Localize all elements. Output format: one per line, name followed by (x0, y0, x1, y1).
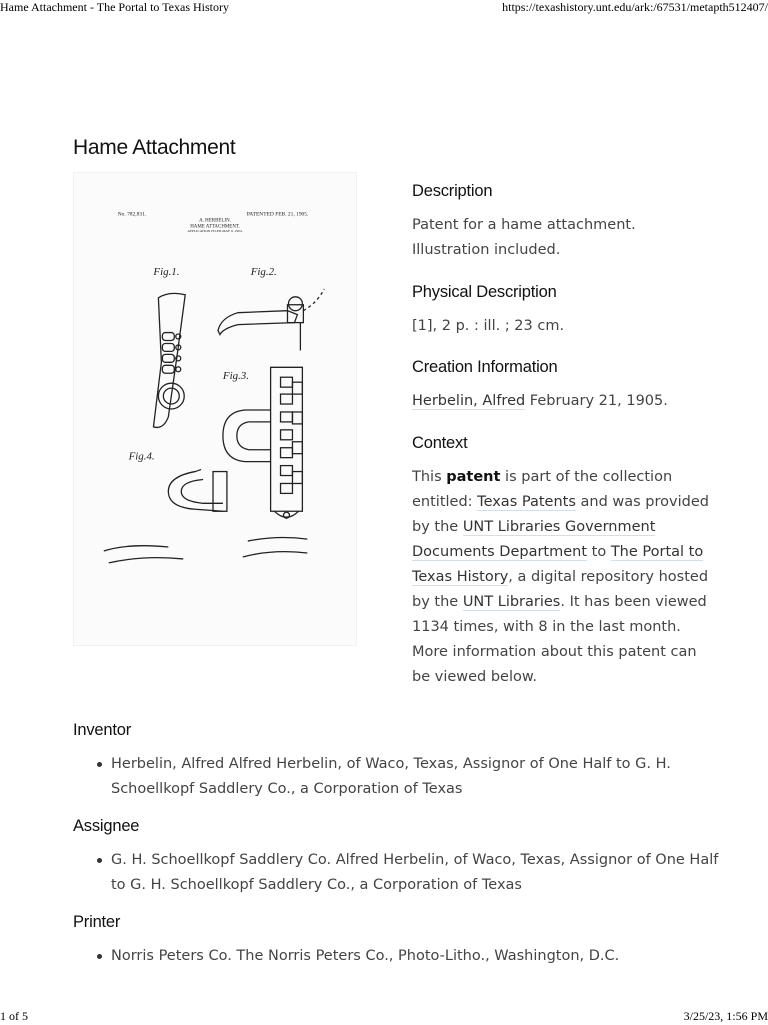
context-text-4: to (587, 544, 611, 560)
patent-number: No. 782,831. (117, 211, 147, 218)
print-header-title: Hame Attachment - The Portal to Texas History (0, 0, 230, 14)
printer-heading: Printer (73, 913, 121, 931)
partner-link[interactable]: UNT Libraries Government Documents Department (412, 519, 656, 560)
creation-date: February 21, 1905. (525, 393, 668, 409)
portal-link[interactable]: The Portal to Texas History (412, 544, 704, 585)
creator-link[interactable]: Herbelin, Alfred (412, 393, 526, 409)
print-footer-page: 1 of 5 (0, 1009, 28, 1023)
context-bold: patent (446, 469, 501, 485)
creation-information-text (412, 389, 712, 414)
fig3-label: Fig.3. (222, 370, 250, 383)
context-text-2: is part of the collection entitled: (412, 469, 673, 510)
patent-drawing (74, 173, 356, 645)
context-heading: Context (412, 434, 468, 452)
collection-link[interactable]: Texas Patents (477, 494, 576, 510)
patent-thumbnail[interactable] (73, 172, 357, 646)
creation-information-heading: Creation Information (412, 358, 558, 376)
inventor-heading: Inventor (73, 721, 132, 739)
inventor-section (73, 721, 723, 802)
assignee-list (73, 848, 723, 898)
physical-description-text: [1], 2 p. : ill. ; 23 cm. (412, 318, 565, 334)
context-text-5: , a digital repository hosted by the (412, 569, 709, 610)
inventor-list (73, 752, 723, 802)
print-footer (0, 1009, 768, 1025)
patent-title: HAME ATTACHMENT. (190, 224, 240, 230)
page-title: Hame Attachment (73, 136, 236, 159)
fig1-label: Fig.1. (153, 265, 180, 278)
inventor-item: Herbelin, Alfred Alfred Herbelin, of Waco, Texas, Assignor of One Half to G. H. Schoellkopf Saddlery Co., a Corporation of Texas (73, 752, 723, 802)
description-text: Patent for a hame attachment. Illustration included. (412, 217, 636, 258)
description-heading: Description (412, 182, 493, 200)
printer-item: Norris Peters Co. The Norris Peters Co., Photo-Litho., Washington, D.C. (73, 944, 723, 969)
print-header (0, 0, 768, 16)
fig2-label: Fig.2. (250, 265, 277, 278)
context-text (412, 465, 712, 690)
context-text-1: This (412, 469, 447, 485)
physical-description-heading: Physical Description (412, 283, 557, 301)
details-column (412, 182, 712, 690)
assignee-heading: Assignee (73, 817, 140, 835)
context-text-6: . It has been viewed 1134 times, with 8 in the last month. More information about this patent can be viewed below. (412, 594, 707, 685)
printer-section (73, 913, 723, 969)
print-header-url: https://texashistory.unt.edu/ark:/67531/metapth512407/ (502, 0, 768, 14)
patent-inventor: A. HERBELIN. (199, 218, 231, 224)
assignee-item: G. H. Schoellkopf Saddlery Co. Alfred Herbelin, of Waco, Texas, Assignor of One Half to G. H. Schoellkopf Saddlery Co., a Corporation of Texas (73, 848, 723, 898)
context-text-3: and was provided by the (412, 494, 709, 535)
printer-list (73, 944, 723, 969)
assignee-section (73, 817, 723, 898)
fig4-label: Fig.4. (128, 450, 155, 463)
patent-application: APPLICATION FILED MAY 9, 1904. (187, 229, 243, 234)
print-footer-datetime: 3/25/23, 1:56 PM (683, 1009, 768, 1023)
patent-date: PATENTED FEB. 21, 1905. (246, 211, 309, 218)
unt-libraries-link[interactable]: UNT Libraries (462, 594, 561, 610)
